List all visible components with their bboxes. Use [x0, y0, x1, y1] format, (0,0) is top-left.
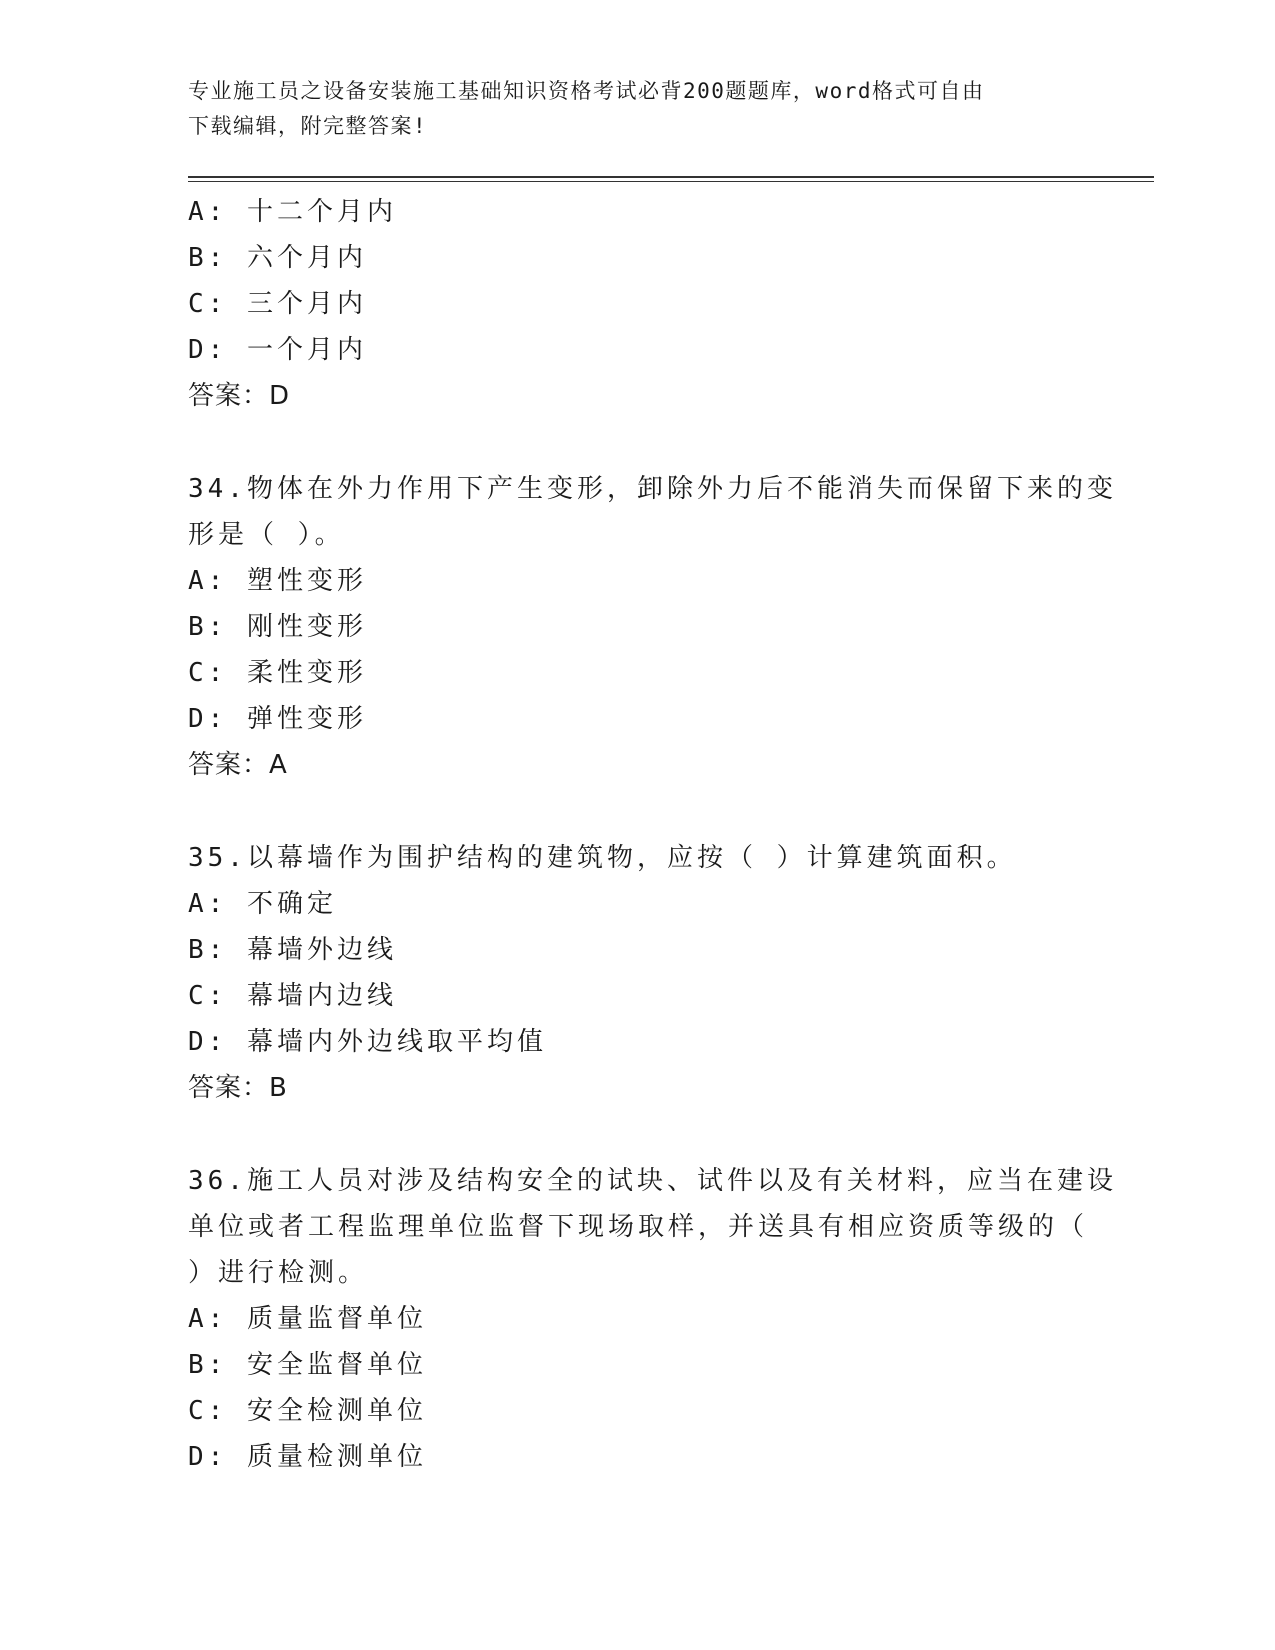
spacer [188, 1111, 1088, 1158]
question-stem-line: 36.施工人员对涉及结构安全的试块、试件以及有关材料，应当在建设 [188, 1166, 1117, 1196]
question-33-options [188, 189, 1088, 419]
question-35 [188, 835, 1088, 1111]
question-stem-line: 单位或者工程监理单位监督下现场取样，并送具有相应资质等级的（ [188, 1212, 1089, 1242]
option-b: B: 安全监督单位 [188, 1350, 427, 1380]
option-a: A: 不确定 [188, 889, 337, 919]
option-b: B: 幕墙外边线 [188, 935, 397, 965]
option-d: D: 一个月内 [188, 335, 367, 365]
option-c: C: 安全检测单位 [188, 1396, 427, 1426]
answer-line: 答案：A [188, 750, 288, 780]
option-c: C: 幕墙内边线 [188, 981, 397, 1011]
question-stem-line: 形是（ ）。 [188, 520, 345, 550]
header-line-1: 专业施工员之设备安装施工基础知识资格考试必背200题题库，word格式可自由 [188, 79, 985, 103]
question-34 [188, 466, 1117, 788]
option-a: A: 质量监督单位 [188, 1304, 427, 1334]
option-a: A: 十二个月内 [188, 197, 397, 227]
question-stem-line: 34.物体在外力作用下产生变形，卸除外力后不能消失而保留下来的变 [188, 474, 1117, 504]
option-d: D: 弹性变形 [188, 704, 367, 734]
header-rule-bottom [188, 181, 1154, 182]
question-stem-line: ）进行检测。 [188, 1258, 369, 1288]
spacer [188, 419, 1088, 466]
question-36 [188, 1158, 1117, 1480]
option-a: A: 塑性变形 [188, 566, 367, 596]
answer-line: 答案：B [188, 1073, 288, 1103]
question-list [188, 189, 1117, 1480]
option-d: D: 质量检测单位 [188, 1442, 427, 1472]
header-line-2: 下载编辑，附完整答案! [188, 114, 428, 138]
header-rule-top [188, 176, 1154, 178]
answer-line: 答案：D [188, 381, 291, 411]
document-header [188, 74, 1088, 144]
question-stem-line: 35.以幕墙作为围护结构的建筑物，应按（ ）计算建筑面积。 [188, 843, 1017, 873]
option-c: C: 柔性变形 [188, 658, 367, 688]
option-b: B: 六个月内 [188, 243, 367, 273]
option-d: D: 幕墙内外边线取平均值 [188, 1027, 547, 1057]
spacer [188, 788, 1088, 835]
option-b: B: 刚性变形 [188, 612, 367, 642]
option-c: C: 三个月内 [188, 289, 367, 319]
